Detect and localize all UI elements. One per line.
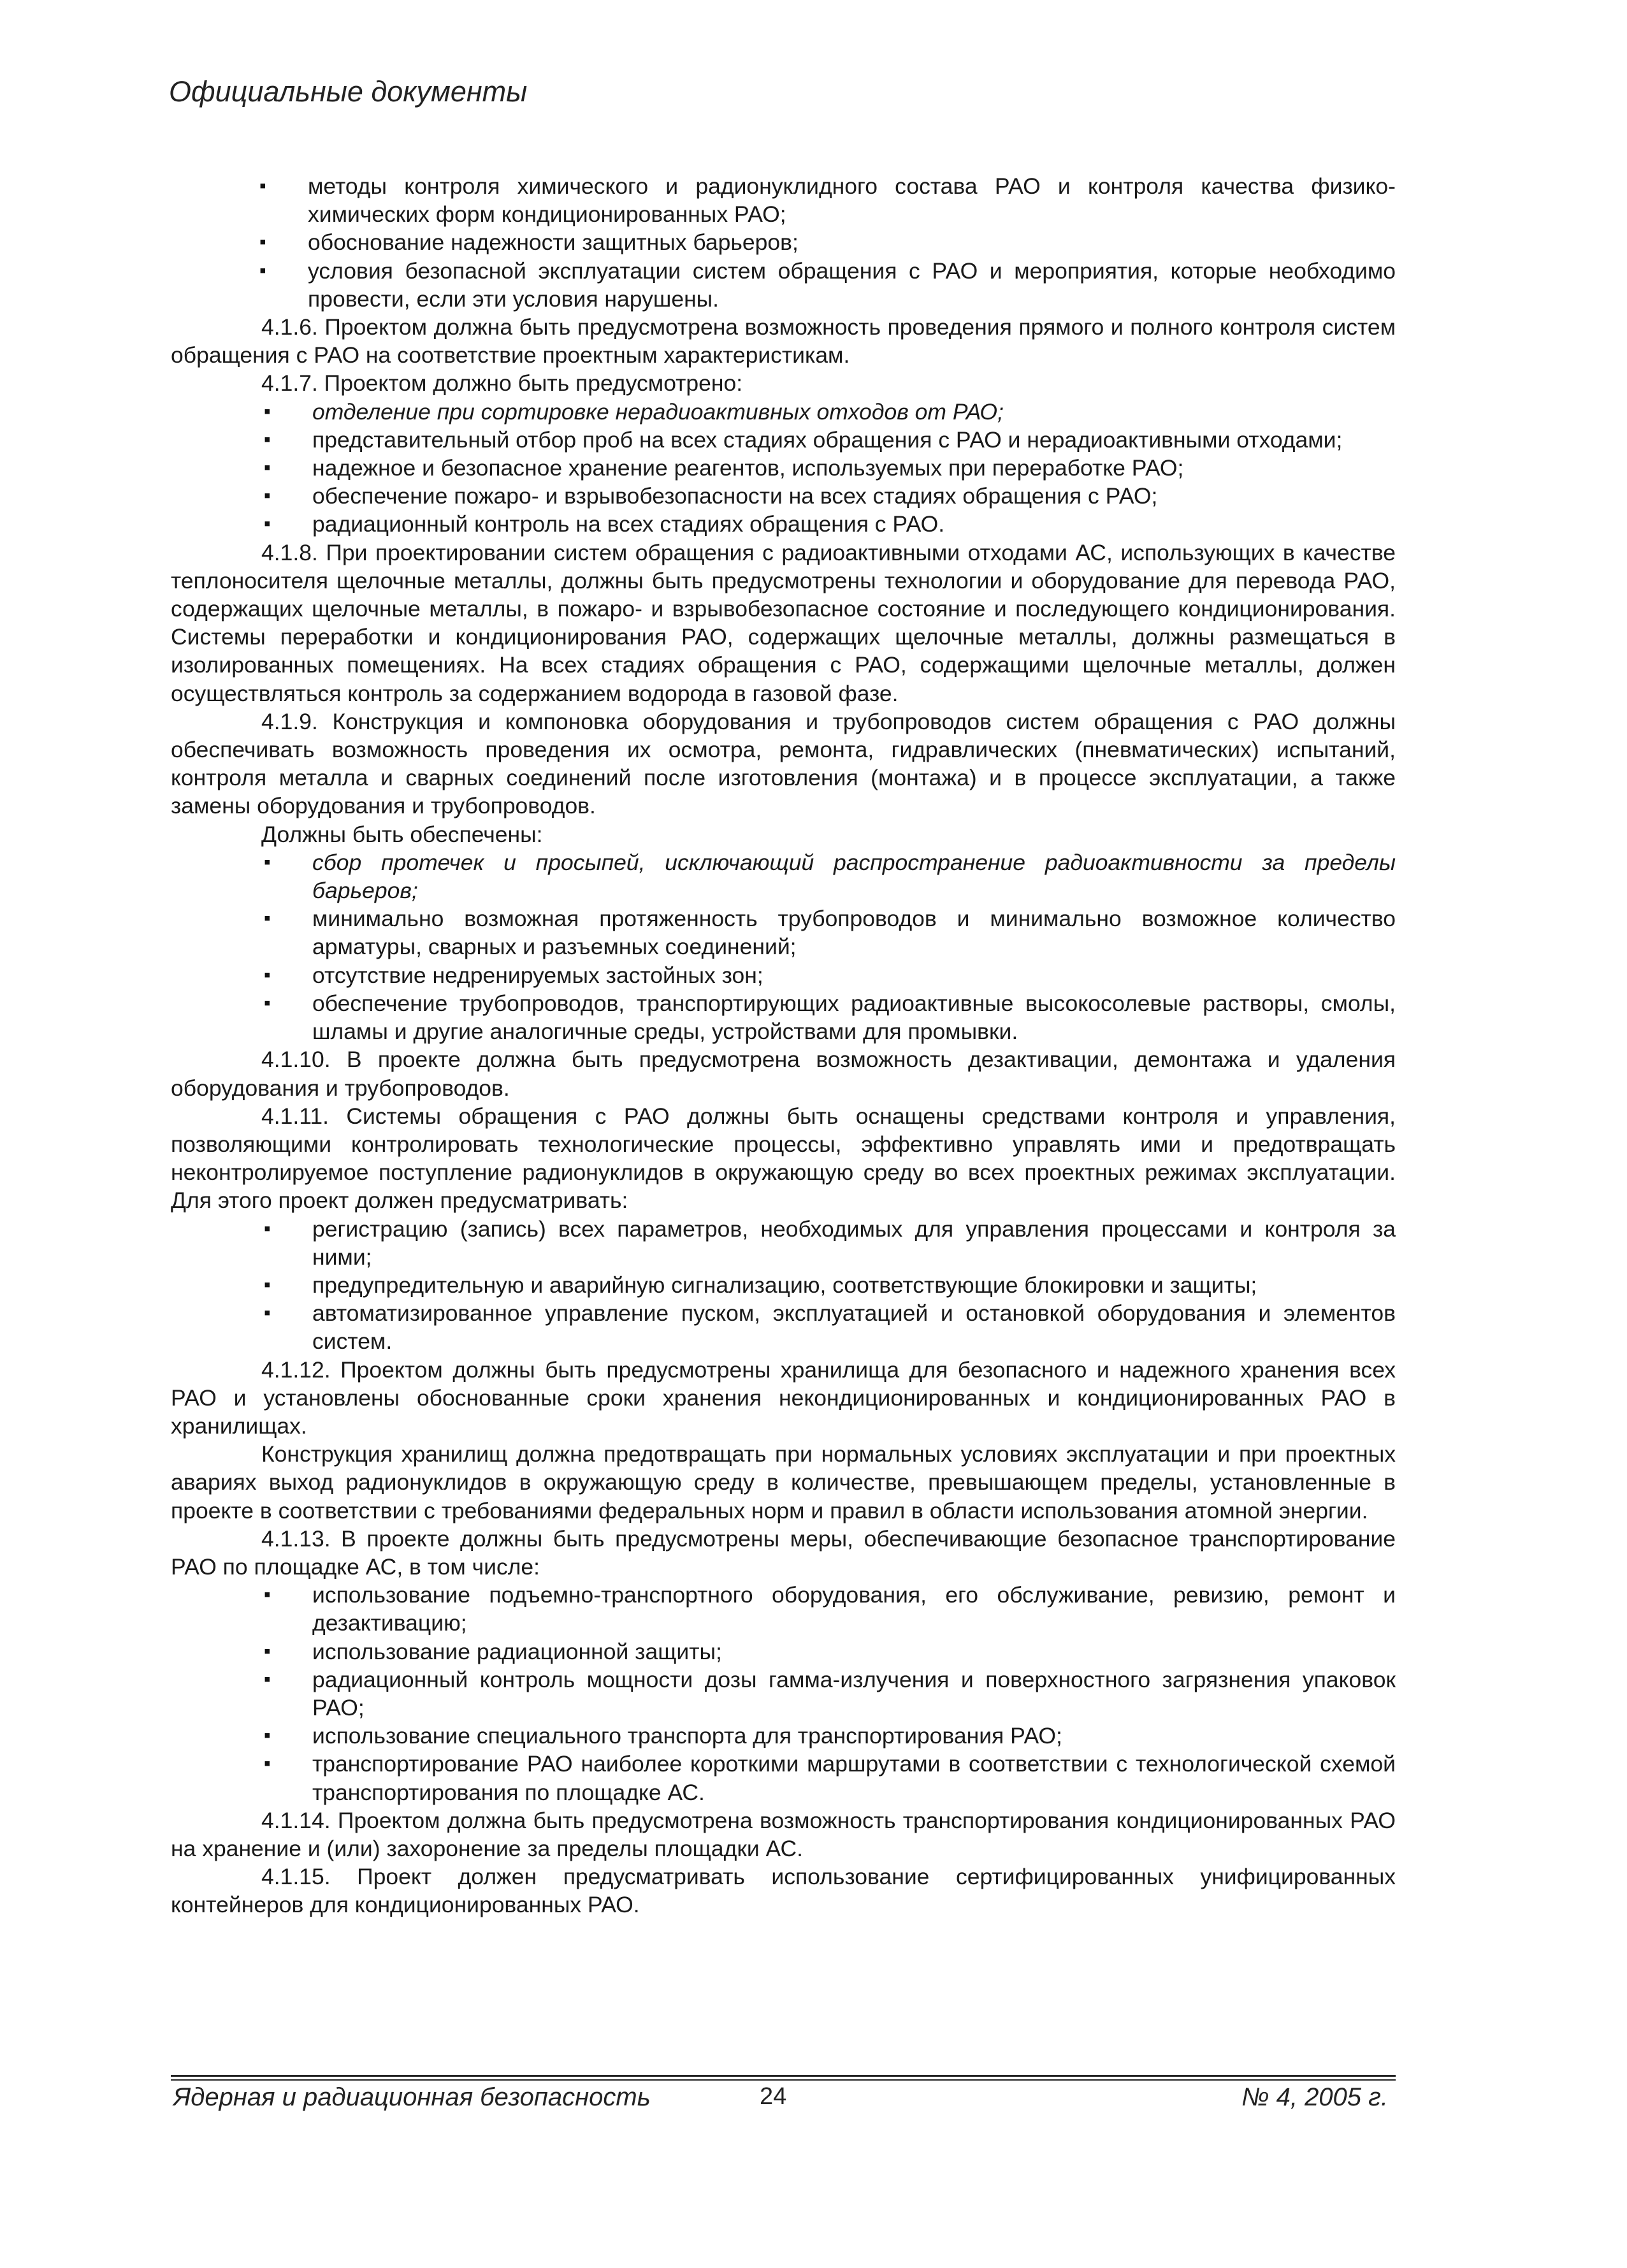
list-item: ▪ минимально возможная протяженность трубопроводов и минимально возможное количество арматуры, сварных и разъемных соединений; xyxy=(312,905,1396,961)
footer-issue: № 4, 2005 г. xyxy=(1241,2083,1388,2111)
footer-rule-thin xyxy=(171,2079,1396,2081)
paragraph-4-1-9-lead: Должны быть обеспечены: xyxy=(261,821,543,847)
list-item: ▪ условия безопасной эксплуатации систем обращения с РАО и мероприятия, которые необходимо провести, если эти условия нарушены. xyxy=(308,257,1396,313)
list-item: ▪ использование специального транспорта для транспортирования РАО; xyxy=(312,1722,1396,1750)
paragraph-4-1-12: 4.1.12. Проектом должны быть предусмотрены хранилища для безопасного и надежного хранения всех РАО и установлены обоснованные сроки хранения некондиционированных и кондиционированных РАО в хранилищах. xyxy=(171,1356,1396,1439)
list-item: ▪ обеспечение пожаро- и взрывобезопасности на всех стадиях обращения с РАО; xyxy=(312,482,1396,510)
page-number: 24 xyxy=(760,2083,787,2110)
paragraph-4-1-8: 4.1.8. При проектировании систем обращения с радиоактивными отходами АС, использующих в качестве теплоносителя щелочные металлы, должны быть предусмотрены технологии и оборудование для перевода РАО, содержащих щелочные металлы, в пожаро- и взрывобезопасное состояние и последующего кондиционирования. Системы переработки и кондиционирования РАО, содержащих щелочные металлы, должны размещаться в изолированных помещениях. На всех стадиях обращения с РАО, содержащими щелочные металлы, должен осуществляться контроль за содержанием водорода в газовой фазе. xyxy=(171,539,1396,706)
list-item: ▪ отсутствие недренируемых застойных зон; xyxy=(312,961,1396,989)
list-item: ▪ использование радиационной защиты; xyxy=(312,1638,1396,1666)
list-item: ▪ предупредительную и аварийную сигнализацию, соответствующие блокировки и защиты; xyxy=(312,1271,1396,1299)
list-item: ▪ радиационный контроль мощности дозы гамма-излучения и поверхностного загрязнения упаковок РАО; xyxy=(312,1666,1396,1722)
list-control xyxy=(171,1215,1396,1356)
paragraph-4-1-14: 4.1.14. Проектом должна быть предусмотрена возможность транспортирования кондиционированных РАО на хранение и (или) захоронение за пределы площадки АС. xyxy=(171,1807,1396,1861)
list-item: ▪ использование подъемно-транспортного оборудования, его обслуживание, ревизию, ремонт и дезактивацию; xyxy=(312,1581,1396,1637)
list-item: ▪ надежное и безопасное хранение реагентов, используемых при переработке РАО; xyxy=(312,454,1396,482)
list-item: ▪ радиационный контроль на всех стадиях обращения с РАО. xyxy=(312,510,1396,538)
list-item: ▪ транспортирование РАО наиболее короткими маршрутами в соответствии с технологической схемой транспортирования по площадке АС. xyxy=(312,1750,1396,1806)
list-item: ▪ отделение при сортировке нерадиоактивных отходов от РАО; xyxy=(312,398,1396,426)
paragraph-4-1-13: 4.1.13. В проекте должны быть предусмотрены меры, обеспечивающие безопасное транспортирование РАО по площадке АС, в том числе: xyxy=(171,1525,1396,1580)
list-item: ▪ сбор протечек и просыпей, исключающий распространение радиоактивности за пределы барьеров; xyxy=(312,848,1396,905)
paragraph-4-1-11: 4.1.11. Системы обращения с РАО должны быть оснащены средствами контроля и управления, позволяющими контролировать технологические процессы, эффективно управлять ими и предотвращать неконтролируемое поступление радионуклидов в окружающую среду во всех проектных режимах эксплуатации. Для этого проект должен предусматривать: xyxy=(171,1103,1396,1214)
list-transport xyxy=(171,1581,1396,1806)
running-title: Официальные документы xyxy=(169,75,528,108)
list-item: ▪ обеспечение трубопроводов, транспортирующих радиоактивные высокосолевые растворы, смолы, шламы и другие аналогичные среды, устройствами для промывки. xyxy=(312,989,1396,1045)
list-methods xyxy=(171,172,1396,313)
list-item: ▪ представительный отбор проб на всех стадиях обращения с РАО и нерадиоактивными отходами; xyxy=(312,426,1396,454)
paragraph-4-1-7: 4.1.7. Проектом должно быть предусмотрено: xyxy=(261,370,743,396)
list-item: ▪ методы контроля химического и радионуклидного состава РАО и контроля качества физико-химических форм кондиционированных РАО; xyxy=(308,172,1396,228)
list-item: ▪ обоснование надежности защитных барьеров; xyxy=(308,228,1396,256)
footer-journal-title: Ядерная и радиационная безопасность xyxy=(173,2083,651,2111)
list-item: ▪ автоматизированное управление пуском, эксплуатацией и остановкой оборудования и элементов систем. xyxy=(312,1299,1396,1355)
footer-rule-thick xyxy=(171,2075,1396,2077)
paragraph-4-1-9: 4.1.9. Конструкция и компоновка оборудования и трубопроводов систем обращения с РАО должны обеспечивать возможность проведения их осмотра, ремонта, гидравлических (пневматических) испытаний, контроля металла и сварных соединений после изготовления (монтажа) и в процессе эксплуатации, а также замены оборудования и трубопроводов. xyxy=(171,708,1396,819)
list-item: ▪ регистрацию (запись) всех параметров, необходимых для управления процессами и контроля за ними; xyxy=(312,1215,1396,1271)
list-provisions xyxy=(171,398,1396,539)
paragraph-4-1-12-b: Конструкция хранилищ должна предотвращать при нормальных условиях эксплуатации и при проектных авариях выход радионуклидов в окружающую среду в количестве, превышающем пределы, установленные в проекте в соответствии с требованиями федеральных норм и правил в области использования атомной энергии. xyxy=(171,1441,1396,1523)
paragraph-4-1-6: 4.1.6. Проектом должна быть предусмотрена возможность проведения прямого и полного контроля систем обращения с РАО на соответствие проектным характеристикам. xyxy=(171,314,1396,368)
list-ensured xyxy=(171,848,1396,1045)
document-body xyxy=(171,172,1396,1919)
paragraph-4-1-10: 4.1.10. В проекте должна быть предусмотрена возможность дезактивации, демонтажа и удаления оборудования и трубопроводов. xyxy=(171,1047,1396,1101)
paragraph-4-1-15: 4.1.15. Проект должен предусматривать использование сертифицированных унифицированных контейнеров для кондиционированных РАО. xyxy=(171,1864,1396,1918)
